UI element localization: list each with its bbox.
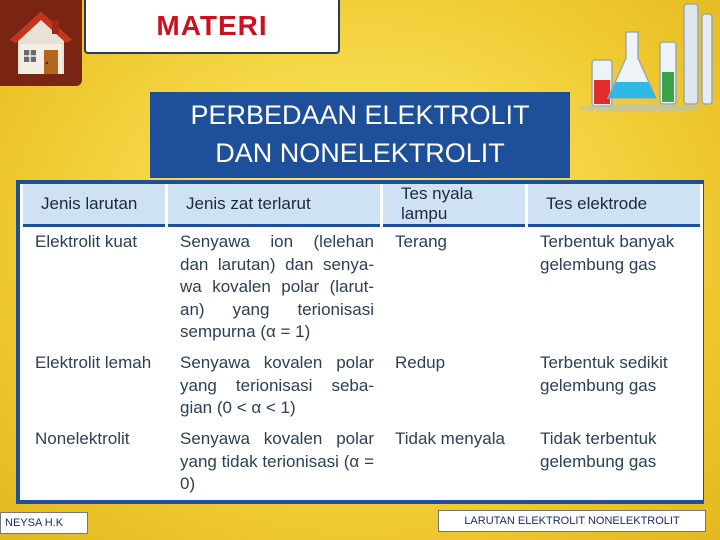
table-header-row <box>23 184 700 227</box>
header-jenis-zat: Jenis zat terlarut <box>168 184 380 227</box>
table-row <box>23 424 700 500</box>
cell-lampu: Redup <box>395 353 446 373</box>
banner-line-1: PERBEDAAN ELEKTROLIT <box>190 100 530 130</box>
topic-footer: LARUTAN ELEKTROLIT NONELEKTROLIT <box>438 510 706 532</box>
header-tes-nyala-lampu: Tes nyala lampu <box>383 184 525 227</box>
home-icon <box>8 8 74 78</box>
cell-lampu: Terang <box>395 232 447 251</box>
table-row <box>23 227 700 348</box>
header-tes-elektrode: Tes elektrode <box>528 184 700 227</box>
cell-lampu: Tidak menyala <box>395 429 505 449</box>
cell-zat: Senyawa kovalen polar yang terionisasi seba-gian (0 < α < 1) <box>180 353 374 418</box>
comparison-table-frame <box>16 180 704 504</box>
cell-elektrode: Terbentuk sedikit gelembung gas <box>540 353 668 395</box>
cell-elektrode: Tidak terbentuk gelembung gas <box>540 429 657 471</box>
author-footer: NEYSA H.K <box>0 512 88 534</box>
header-jenis-larutan: Jenis larutan <box>23 184 165 227</box>
table-row <box>23 348 700 424</box>
cell-zat: Senyawa kovalen polar yang tidak terionisasi (α = 0) <box>180 429 374 494</box>
cell-jenis: Elektrolit kuat <box>35 232 138 251</box>
cell-jenis: Nonelektrolit <box>35 429 130 449</box>
section-title: MATERI <box>156 10 268 41</box>
cell-jenis: Elektrolit lemah <box>35 353 152 373</box>
topic-banner <box>150 92 570 178</box>
banner-line-2: DAN NONELEKTROLIT <box>215 138 505 168</box>
home-button[interactable] <box>0 0 82 86</box>
lab-glassware-icon <box>580 2 716 114</box>
comparison-table <box>20 184 703 500</box>
section-title-box <box>84 0 340 54</box>
cell-zat: Senyawa ion (lelehan dan larutan) dan senya-wa kovalen polar (larut-an) yang terionisasi sempurna (α = 1) <box>180 232 374 341</box>
cell-elektrode: Terbentuk banyak gelembung gas <box>540 232 675 274</box>
